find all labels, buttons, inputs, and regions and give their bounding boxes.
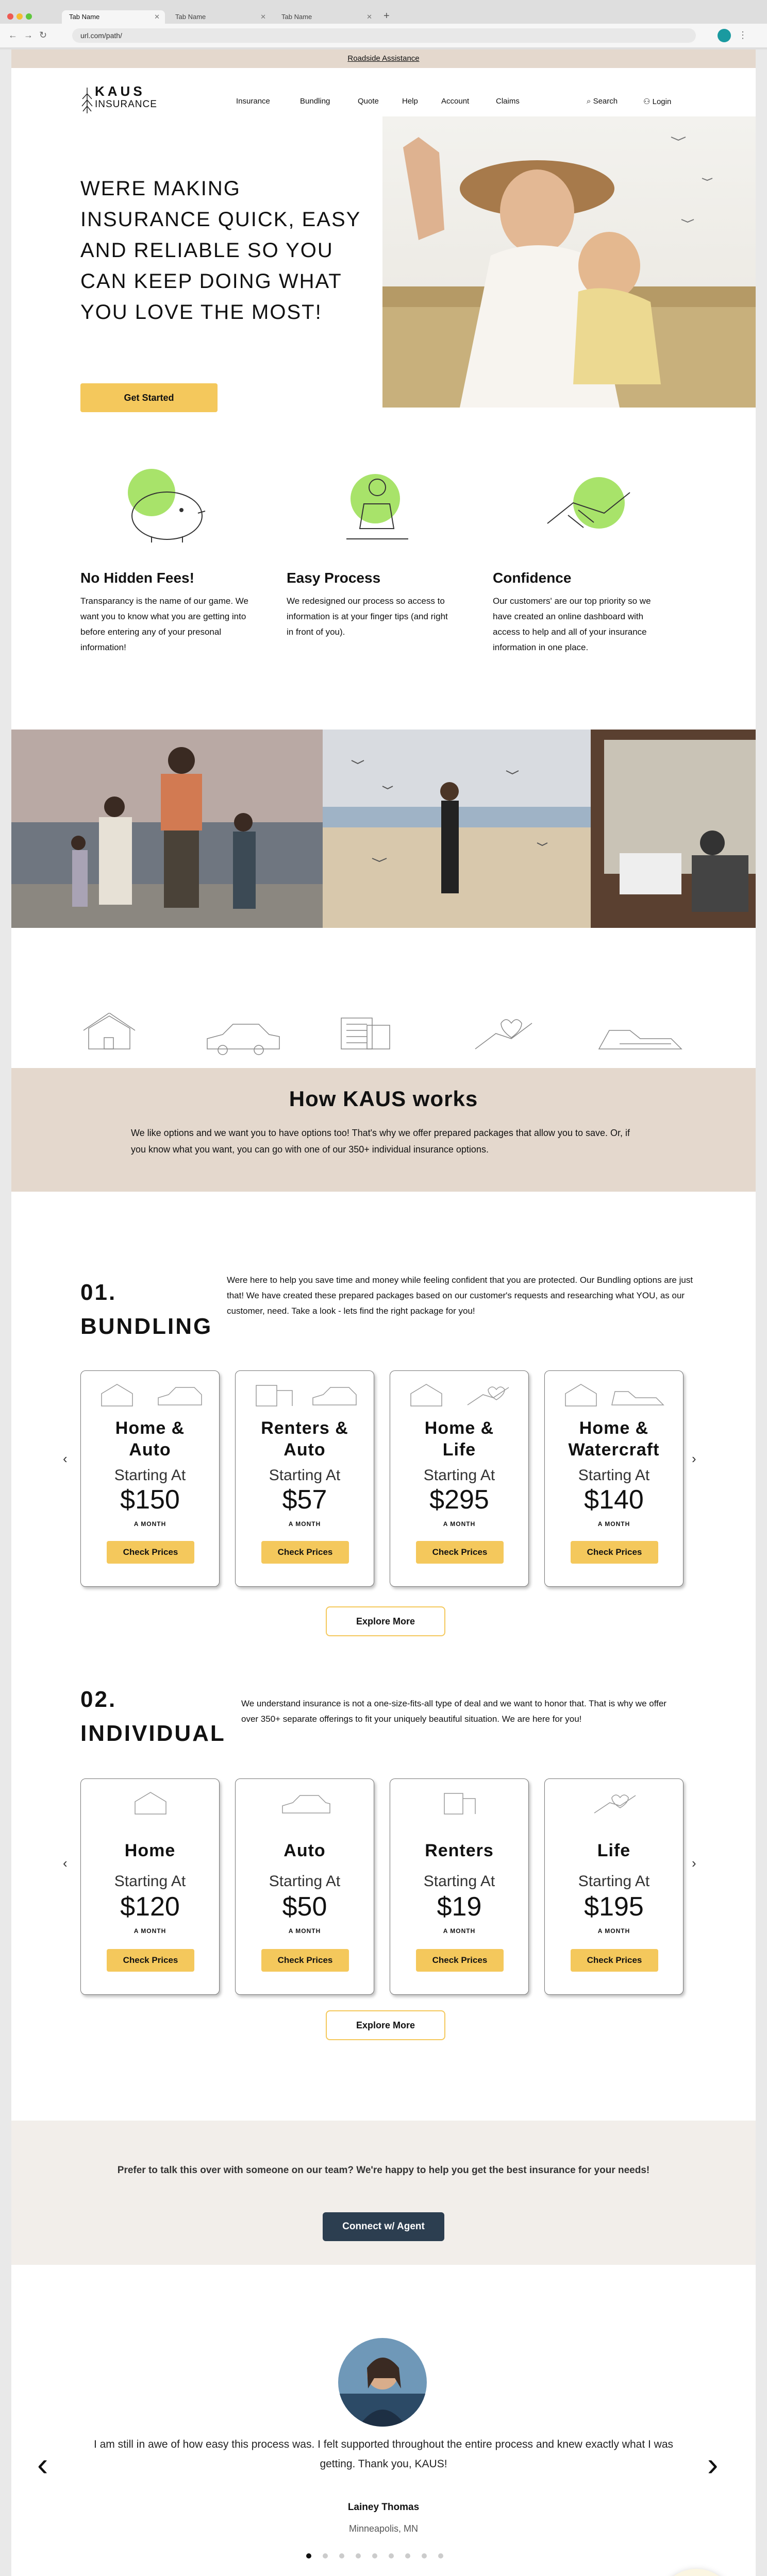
house-watercraft-icon — [560, 1382, 669, 1408]
hero-line: WERE MAKING — [80, 177, 241, 200]
pagination-dot[interactable] — [356, 2553, 361, 2558]
house-car-icon — [96, 1382, 205, 1408]
watercraft-icon — [599, 1030, 681, 1049]
card-price: $195 — [584, 1892, 644, 1922]
card-name: Home & Auto — [115, 1418, 185, 1460]
logo-sub: INSURANCE — [95, 99, 157, 110]
handshake-icon — [537, 472, 640, 549]
house-icon — [130, 1790, 171, 1816]
piggy-bank-icon — [121, 462, 213, 544]
card-starting: Starting At — [269, 1873, 341, 1890]
connect-agent-button[interactable]: Connect w/ Agent — [323, 2212, 444, 2241]
check-prices-button[interactable]: Check Prices — [107, 1949, 194, 1972]
hand-heart-icon — [591, 1790, 638, 1816]
tab-title: Tab Name — [281, 13, 312, 21]
pagination-dot[interactable] — [389, 2553, 394, 2558]
card-starting: Starting At — [269, 1467, 341, 1484]
house-heart-icon — [406, 1382, 514, 1408]
card-name: Auto — [284, 1841, 326, 1860]
reload-icon[interactable]: ↻ — [39, 30, 47, 40]
card-price: $150 — [120, 1485, 180, 1515]
how-text: We like options and we want you to have options too! That's why we offer prepared packages that allow you to save. Or, if you know what you want, you can go with one of our 350+ individual insurance options. — [131, 1128, 630, 1155]
card-period: A MONTH — [288, 1927, 321, 1935]
feature-title: No Hidden Fees! — [80, 570, 194, 586]
card-starting: Starting At — [423, 1873, 495, 1890]
feature-easy-process — [287, 570, 457, 640]
bundle-card-renters-auto — [235, 1370, 374, 1587]
individual-card-auto — [235, 1778, 374, 1995]
search-label: Search — [593, 97, 618, 106]
card-price: $295 — [429, 1485, 489, 1515]
card-name: Home — [124, 1841, 176, 1860]
login-label: Login — [652, 97, 672, 106]
card-starting: Starting At — [114, 1467, 186, 1484]
search-button[interactable] — [587, 97, 618, 106]
bundle-card-home-watercraft — [544, 1370, 683, 1587]
bundling-next-icon[interactable]: › — [692, 1451, 696, 1466]
nav-help[interactable]: Help — [402, 97, 418, 106]
browser-tab-active[interactable] — [62, 10, 165, 24]
explore-more-individual-button[interactable]: Explore More — [326, 2010, 445, 2040]
back-icon[interactable]: ← — [8, 30, 18, 40]
website — [11, 49, 756, 2576]
card-price: $57 — [282, 1485, 327, 1515]
close-tab-icon[interactable]: ✕ — [366, 13, 372, 21]
tree-icon — [80, 87, 94, 114]
hero-line: AND RELIABLE SO YOU — [80, 239, 334, 262]
section-number: 02. — [80, 1687, 117, 1712]
bundle-card-home-auto — [80, 1370, 220, 1587]
feature-text: Our customers' are our top priority so we have created an online dashboard with access to help and all of your insurance information in one place. — [493, 596, 651, 652]
individual-heading — [80, 1683, 226, 1751]
card-period: A MONTH — [134, 1927, 166, 1935]
section-number: 01. — [80, 1280, 117, 1305]
house-icon — [84, 1013, 135, 1049]
testimonial-prev-icon[interactable]: ‹ — [37, 2446, 48, 2483]
check-prices-button[interactable]: Check Prices — [261, 1949, 349, 1972]
browser-tab[interactable] — [274, 10, 377, 24]
photo-strip — [11, 730, 756, 928]
testimonial-quote: I am still in awe of how easy this process was. I felt supported throughout the entire process and knew exactly what I was getting. Thank you, KAUS! — [93, 2438, 674, 2470]
laptop-person-icon — [331, 467, 424, 549]
bundling-prev-icon[interactable]: ‹ — [63, 1451, 68, 1466]
card-price: $19 — [437, 1892, 482, 1922]
feature-text: We redesigned our process so access to information is at your finger tips (and right in front of you). — [287, 596, 448, 637]
nav-account[interactable]: Account — [441, 97, 470, 106]
hero-line: YOU LOVE THE MOST! — [80, 301, 322, 324]
url-text: url.com/path/ — [80, 31, 122, 40]
menu-icon[interactable]: ⋮ — [738, 30, 747, 40]
card-period: A MONTH — [134, 1520, 166, 1528]
profile-avatar[interactable] — [718, 29, 731, 42]
pagination-dot[interactable] — [405, 2553, 410, 2558]
login-button[interactable] — [643, 97, 671, 106]
card-name: Home & Watercraft — [568, 1418, 660, 1460]
talk-text: Prefer to talk this over with someone on our team? We're happy to help you get the best insurance for your needs! — [117, 2165, 650, 2176]
close-tab-icon[interactable]: ✕ — [154, 13, 160, 21]
building-icon — [341, 1018, 390, 1049]
check-prices-button[interactable]: Check Prices — [571, 1949, 658, 1972]
individual-card-home — [80, 1778, 220, 1995]
card-period: A MONTH — [597, 1520, 630, 1528]
check-prices-button[interactable]: Check Prices — [261, 1541, 349, 1564]
card-period: A MONTH — [443, 1520, 476, 1528]
card-price: $50 — [282, 1892, 327, 1922]
individual-card-renters — [390, 1778, 529, 1995]
car-icon — [207, 1024, 279, 1055]
live-chat-button[interactable] — [658, 2569, 735, 2576]
browser-chrome — [0, 0, 767, 49]
feature-title: Confidence — [493, 570, 572, 586]
minimize-window-icon[interactable] — [16, 13, 23, 20]
card-starting: Starting At — [423, 1467, 495, 1484]
logo-name: KAUS — [95, 83, 145, 99]
logo[interactable] — [80, 83, 163, 114]
how-kaus-works — [11, 1068, 756, 1192]
card-period: A MONTH — [443, 1927, 476, 1935]
testimonial-next-icon[interactable]: › — [707, 2446, 719, 2483]
check-prices-button[interactable]: Check Prices — [107, 1541, 194, 1564]
tab-title: Tab Name — [69, 13, 100, 21]
hero-line: INSURANCE QUICK, EASY — [80, 208, 361, 231]
pagination-dot[interactable] — [422, 2553, 427, 2558]
user-icon: ⚇ — [643, 97, 651, 106]
avatar — [337, 2337, 428, 2428]
nav-claims[interactable]: Claims — [496, 97, 520, 106]
section-title: BUNDLING — [80, 1314, 213, 1339]
nav-insurance[interactable]: Insurance — [236, 97, 270, 106]
pagination-dot[interactable] — [372, 2553, 377, 2558]
check-prices-button[interactable]: Check Prices — [416, 1541, 504, 1564]
nav-bundling[interactable]: Bundling — [300, 97, 330, 106]
bundling-heading — [80, 1276, 212, 1344]
card-starting: Starting At — [578, 1873, 650, 1890]
nav-quote[interactable]: Quote — [358, 97, 379, 106]
testimonial-name: Lainey Thomas — [347, 2502, 420, 2513]
pagination-dot-active[interactable] — [306, 2553, 311, 2558]
roadside-link[interactable]: Roadside Assistance — [347, 54, 420, 63]
announcement-bar[interactable] — [11, 49, 756, 68]
card-name: Renters — [425, 1841, 494, 1860]
individual-next-icon[interactable]: › — [692, 1855, 696, 1871]
card-price: $140 — [584, 1485, 644, 1515]
card-starting: Starting At — [578, 1467, 650, 1484]
card-name: Life — [597, 1841, 631, 1860]
close-window-icon[interactable] — [7, 13, 13, 20]
forward-icon[interactable]: → — [24, 30, 33, 40]
card-price: $120 — [120, 1892, 180, 1922]
hero-headline — [80, 173, 385, 328]
card-name: Renters & Auto — [261, 1418, 348, 1460]
pagination-dot[interactable] — [438, 2553, 443, 2558]
card-period: A MONTH — [597, 1927, 630, 1935]
check-prices-button[interactable]: Check Prices — [416, 1949, 504, 1972]
maximize-window-icon[interactable] — [26, 13, 32, 20]
close-tab-icon[interactable]: ✕ — [260, 13, 266, 21]
individual-text: We understand insurance is not a one-size-fits-all type of deal and we want to honor that. That is why we offer over 350+ separate offerings to fit your uniquely beautiful situation. We are here for you! — [241, 1699, 666, 1724]
pagination-dot[interactable] — [339, 2553, 344, 2558]
hero-photo — [382, 116, 756, 408]
hero-line: CAN KEEP DOING WHAT — [80, 270, 342, 293]
car-icon — [279, 1790, 331, 1816]
check-prices-button[interactable]: Check Prices — [571, 1541, 658, 1564]
tab-title: Tab Name — [175, 13, 206, 21]
get-started-button[interactable]: Get Started — [80, 383, 218, 412]
insurance-icons-row — [11, 1013, 756, 1064]
building-icon — [439, 1790, 480, 1816]
testimonial-place: Minneapolis, MN — [348, 2523, 419, 2534]
card-name: Home & Life — [424, 1418, 494, 1460]
card-period: A MONTH — [288, 1520, 321, 1528]
bundling-text: Were here to help you save time and money while feeling confident that you are protected. Our Bundling options are just that! We have created these prepared packages based on our customer's requests and researching what YOU, as our customer, need. Take a look - lets find the right package for you! — [227, 1275, 693, 1316]
feature-confidence — [493, 570, 663, 655]
feature-text: Transparancy is the name of our game. We want you to know what you are getting into before entering any of your presonal information! — [80, 596, 248, 652]
how-title: How KAUS works — [289, 1087, 478, 1111]
feature-no-hidden-fees — [80, 570, 251, 655]
card-starting: Starting At — [114, 1873, 186, 1890]
browser-toolbar — [0, 24, 767, 47]
address-bar[interactable] — [72, 28, 696, 43]
hand-heart-icon — [475, 1020, 532, 1049]
section-title: INDIVIDUAL — [80, 1721, 226, 1746]
individual-card-life — [544, 1778, 683, 1995]
new-tab-icon[interactable]: + — [384, 10, 390, 22]
pagination-dot[interactable] — [323, 2553, 328, 2558]
feature-title: Easy Process — [287, 570, 381, 586]
building-car-icon — [251, 1382, 359, 1408]
browser-tab[interactable] — [168, 10, 271, 24]
talk-to-agent-section — [11, 2121, 756, 2265]
bundle-card-home-life — [390, 1370, 529, 1587]
individual-prev-icon[interactable]: ‹ — [63, 1855, 68, 1871]
explore-more-bundling-button[interactable]: Explore More — [326, 1606, 445, 1636]
search-icon: ⌕ — [587, 97, 591, 106]
